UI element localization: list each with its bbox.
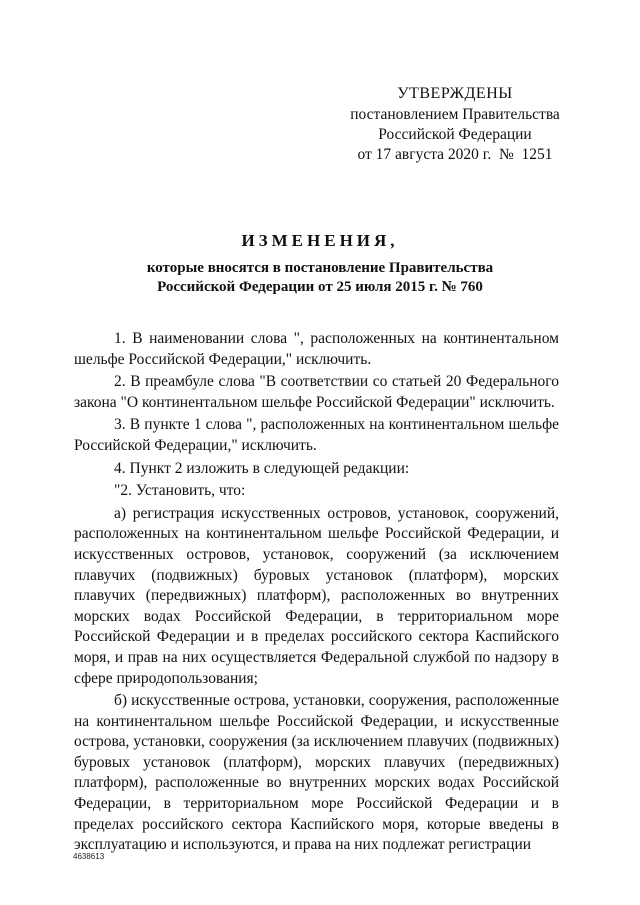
paragraph-item-1: 1. В наименовании слова ", расположенных на континентальном шельфе Российской Федерации," исключить. (74, 330, 559, 368)
document-title-block (0, 229, 640, 297)
document-subtitle-line-2: Российской Федерации от 25 июля 2015 г. № 760 (157, 279, 483, 295)
paragraph-subitem-a: а) регистрация искусственных островов, установок, сооружений, расположенных на континентальном шельфе Российской Федерации, и искусственных островов, установок, сооружений (за исключением плавучих (подвижных) буровых установок (платформ), морских плавучих (передвижных) платформ), расположенных во внутренних морских водах Российской Федерации, в территориальном море Российской Федерации и в пределах российского сектора Каспийского моря, и прав на них осуществляется Федеральной службой по надзору в сфере природопользования; (74, 504, 559, 687)
approval-stamp-block (345, 84, 565, 165)
paragraph-item-4: 4. Пункт 2 изложить в следующей редакции: (114, 459, 410, 477)
document-body (74, 329, 559, 856)
paragraph-item-2: 2. В преамбуле слова "В соответствии со статьей 20 Федерального закона "О континентальном шельфе Российской Федерации" исключить. (74, 373, 559, 411)
approval-line-date-number: от 17 августа 2020 г. № 1251 (357, 146, 553, 163)
document-title: ИЗМЕНЕНИЯ, (241, 231, 399, 250)
approval-line-resolution: постановлением Правительства (350, 106, 560, 123)
document-subtitle (0, 259, 640, 297)
paragraph-subitem-b: б) искусственные острова, установки, сооружения, расположенные на континентальном шельфе Российской Федерации, и искусственные острова, установки, сооружения (за исключением плавучих (подвижных) буровых установок (платформ), морских плавучих (передвижных) платформ), расположенные во внутренних морских водах Российской Федерации, в территориальном море Российской Федерации и в пределах российского сектора Каспийского моря, которые введены в эксплуатацию и используются, и права на них подлежат регистрации (74, 692, 559, 854)
paragraph-item-3: 3. В пункте 1 слова ", расположенных на континентальном шельфе Российской Федерации," исключить. (74, 416, 559, 454)
document-number: 4638613 (73, 852, 105, 861)
approval-heading: УТВЕРЖДЕНЫ (397, 85, 513, 102)
approval-line-government: Российской Федерации (378, 126, 532, 143)
paragraph-point-2-intro: "2. Установить, что: (114, 482, 246, 500)
document-subtitle-line-1: которые вносятся в постановление Правительства (146, 260, 494, 276)
